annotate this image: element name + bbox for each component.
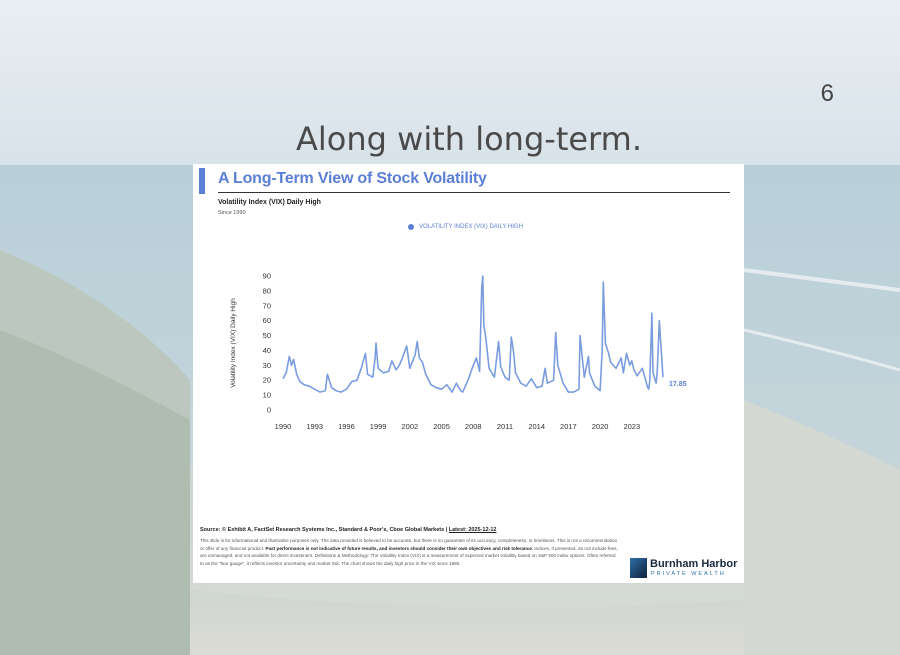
x-tick-label: 1996	[338, 422, 355, 431]
chart-card	[193, 164, 744, 583]
x-tick-label: 2023	[623, 422, 641, 431]
x-tick-label: 1999	[369, 422, 387, 431]
y-tick-label: 50	[262, 331, 271, 341]
x-tick-label: 2011	[496, 422, 514, 431]
y-tick-label: 70	[262, 301, 271, 311]
y-tick-label: 30	[262, 360, 271, 370]
logo-mark-icon	[630, 558, 647, 578]
y-tick-label: 90	[262, 271, 271, 281]
disclaimer-text-1: This slide is for informational and illustrative purposes only. The data provided is believed to be accurate, but there is no guarantee of its accuracy, completeness, or timeliness. This is not a recommendation or offer of any financial product.	[200, 538, 618, 551]
logo-tagline: PRIVATE WEALTH	[651, 571, 726, 577]
last-value-label: 17.85	[669, 380, 687, 388]
y-axis-label: Volatility Index (VIX) Daily High	[230, 298, 237, 388]
logo-name: Burnham Harbor	[650, 558, 738, 570]
burnham-harbor-logo	[630, 558, 740, 580]
y-tick-label: 20	[262, 375, 271, 385]
disclaimer-text-2: Indices, if presented, do not include fees, are unmanaged, and not available for direct investment. Definitions & Methodology: The Volatility Index (VIX) is a measurement of expected market volatility based on S&P 500 index options. Often referred to as the "fear gauge", it reflects investor uncertainty and market risk. The chart shows the daily high price in the VIX since 1990.	[200, 545, 618, 566]
x-tick-label: 1990	[274, 422, 292, 431]
source-note	[200, 527, 496, 533]
source-latest: Latest: 2025-12-12	[448, 527, 497, 533]
x-tick-label: 2002	[401, 422, 419, 431]
vix-series-line	[283, 276, 663, 392]
y-tick-label: 60	[262, 316, 271, 326]
slide-number: 6	[820, 80, 834, 107]
disclaimer-bold-text: Past performance is not indicative of future results, and investors should consider their own objectives and risk tolerance.	[265, 545, 534, 551]
x-tick-label: 2008	[464, 422, 482, 431]
slide-title: Along with long-term.	[296, 120, 642, 158]
x-tick-label: 2020	[591, 422, 609, 431]
y-tick-label: 10	[262, 390, 271, 400]
disclaimer	[200, 537, 620, 567]
x-tick-label: 2005	[433, 422, 450, 431]
vix-line-chart	[193, 164, 744, 454]
legend-label: VOLATILITY INDEX (VIX) DAILY HIGH	[419, 224, 523, 230]
y-tick-label: 0	[266, 405, 271, 415]
x-tick-label: 2017	[560, 422, 577, 431]
x-tick-label: 1993	[306, 422, 324, 431]
chart-subtitle: Volatility Index (VIX) Daily High	[218, 199, 321, 206]
chart-card-title: A Long-Term View of Stock Volatility	[218, 170, 487, 187]
source-text: Source: © Exhibit A, FactSet Research Systems Inc., Standard & Poor's, Cboe Global Markets |	[200, 527, 449, 533]
y-tick-label: 80	[262, 286, 271, 296]
chart-since-note: Since 1990	[218, 210, 246, 216]
x-tick-label: 2014	[528, 422, 546, 431]
y-tick-label: 40	[262, 345, 271, 355]
